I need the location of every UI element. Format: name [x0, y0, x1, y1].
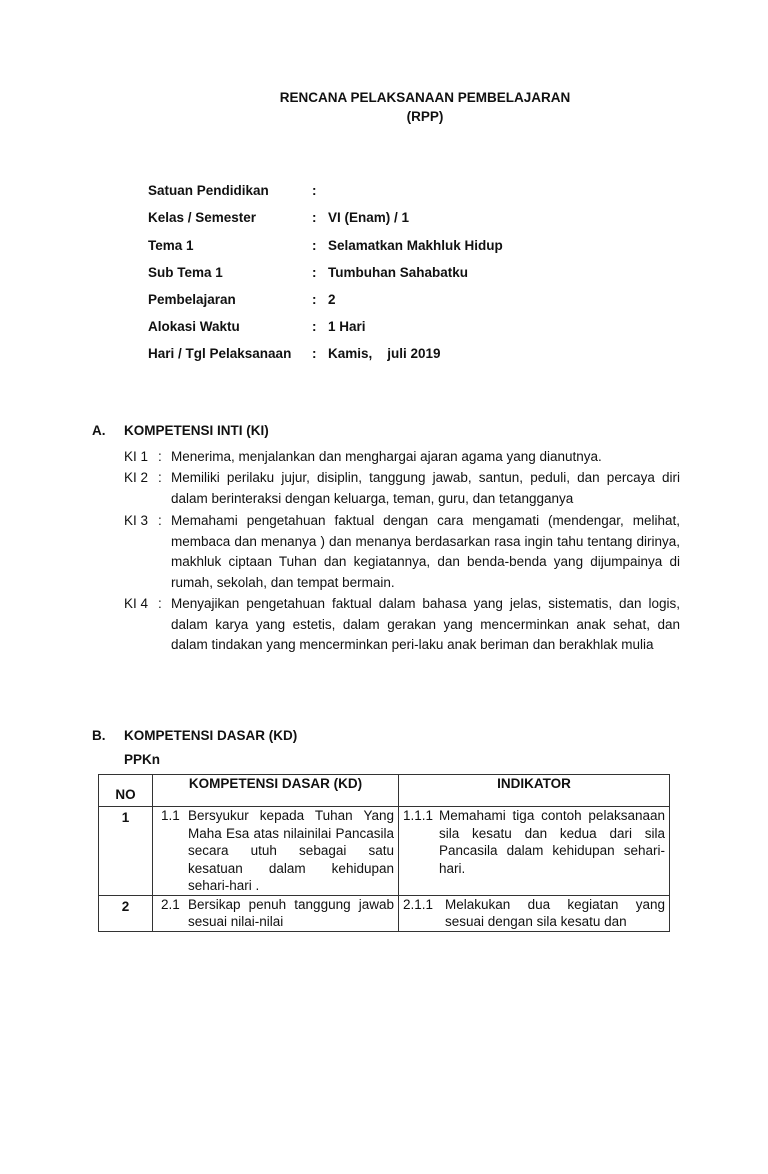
identity-row [148, 346, 441, 361]
identity-row [148, 183, 328, 198]
ki-item [124, 468, 680, 509]
section-a-heading: KOMPETENSI INTI (KI) [124, 423, 269, 438]
identity-value: 1 Hari [328, 319, 366, 334]
kd-table [98, 774, 670, 932]
document-title: RENCANA PELAKSANAAN PEMBELAJARAN [279, 90, 571, 105]
section-b-letter: B. [92, 728, 106, 743]
kd-text: Bersyukur kepada Tuhan Yang Maha Esa atas nilainilai Pancasila secara utuh sebagai satu kesatuan dalam kehidupan sehari-hari . [188, 808, 394, 893]
subject-label: PPKn [124, 752, 161, 767]
row-no: 2 [99, 895, 153, 931]
ki-item [124, 594, 680, 656]
header-indikator: INDIKATOR [399, 775, 670, 807]
identity-row [148, 210, 409, 225]
ki-label: KI 1 [124, 449, 149, 464]
identity-label: Satuan Pendidikan [148, 183, 269, 198]
indikator-text: Memahami tiga contoh pelaksanaan sila kesatu dan kedua dari sila Pancasila dalam kehidupan sehari-hari. [439, 808, 665, 876]
identity-label: Tema 1 [148, 238, 194, 253]
colon: : [312, 346, 317, 361]
row-no: 1 [99, 807, 153, 896]
identity-row [148, 238, 503, 253]
identity-label: Kelas / Semester [148, 210, 257, 225]
colon: : [158, 449, 162, 464]
header-no: NO [99, 775, 153, 807]
indikator-text: Melakukan dua kegiatan yang sesuai dengan sila kesatu dan [445, 896, 665, 929]
indikator-cell [399, 895, 670, 931]
ki-label: KI 2 [124, 470, 149, 485]
ki-label: KI 3 [124, 513, 149, 528]
table-header-row [99, 775, 670, 807]
identity-value: 2 [328, 292, 336, 307]
kd-number: 1.1 [161, 808, 180, 823]
header-kd: KOMPETENSI DASAR (KD) [153, 775, 399, 807]
kd-cell [153, 807, 399, 896]
colon: : [158, 470, 162, 485]
ki-text: Memiliki perilaku jujur, disiplin, tanggung jawab, santun, peduli, dan percaya diri dalam berinteraksi dengan keluarga, teman, guru, dan tetangganya [171, 470, 680, 506]
indikator-number: 1.1.1 [403, 808, 434, 823]
colon: : [312, 238, 317, 253]
identity-value: VI (Enam) / 1 [328, 210, 410, 225]
colon: : [312, 292, 317, 307]
identity-label: Hari / Tgl Pelaksanaan [148, 346, 292, 361]
table-row [99, 807, 670, 896]
ki-text: Memahami pengetahuan faktual dengan cara mengamati (mendengar, melihat, membaca dan menanya ) dan menanya berdasarkan rasa ingin tahu tentang dirinya, makhluk ciptaan Tuhan dan kegiatannya, dan benda-benda yang dijumpainya di rumah, sekolah, dan tempat bermain. [171, 513, 680, 590]
ki-item [124, 447, 680, 468]
section-b-heading: KOMPETENSI DASAR (KD) [124, 728, 298, 743]
identity-row [148, 292, 336, 307]
kd-cell [153, 895, 399, 931]
identity-value: Selamatkan Makhluk Hidup [328, 238, 503, 253]
ki-text: Menerima, menjalankan dan menghargai ajaran agama yang dianutnya. [171, 449, 602, 464]
identity-label: Pembelajaran [148, 292, 236, 307]
identity-value: Kamis, juli 2019 [328, 346, 441, 361]
section-a-letter: A. [92, 423, 106, 438]
identity-value: Tumbuhan Sahabatku [328, 265, 469, 280]
indikator-cell [399, 807, 670, 896]
colon: : [158, 513, 162, 528]
ki-item [124, 511, 680, 593]
colon: : [312, 210, 317, 225]
colon: : [312, 265, 317, 280]
identity-label: Alokasi Waktu [148, 319, 240, 334]
ki-label: KI 4 [124, 596, 149, 611]
colon: : [312, 319, 317, 334]
table-row [99, 895, 670, 931]
colon: : [312, 183, 317, 198]
indikator-number: 2.1.1 [403, 896, 434, 912]
kd-text: Bersikap penuh tanggung jawab sesuai nilai-nilai [188, 896, 394, 929]
colon: : [158, 596, 162, 611]
identity-row [148, 319, 366, 334]
identity-row [148, 265, 468, 280]
document-subtitle: (RPP) [406, 109, 444, 124]
kd-number: 2.1 [161, 896, 180, 912]
identity-label: Sub Tema 1 [148, 265, 223, 280]
ki-text: Menyajikan pengetahuan faktual dalam bahasa yang jelas, sistematis, dan logis, dalam karya yang estetis, dalam gerakan yang mencerminkan anak sehat, dan dalam tindakan yang mencerminkan peri-laku anak beriman dan berakhlak mulia [171, 596, 680, 652]
